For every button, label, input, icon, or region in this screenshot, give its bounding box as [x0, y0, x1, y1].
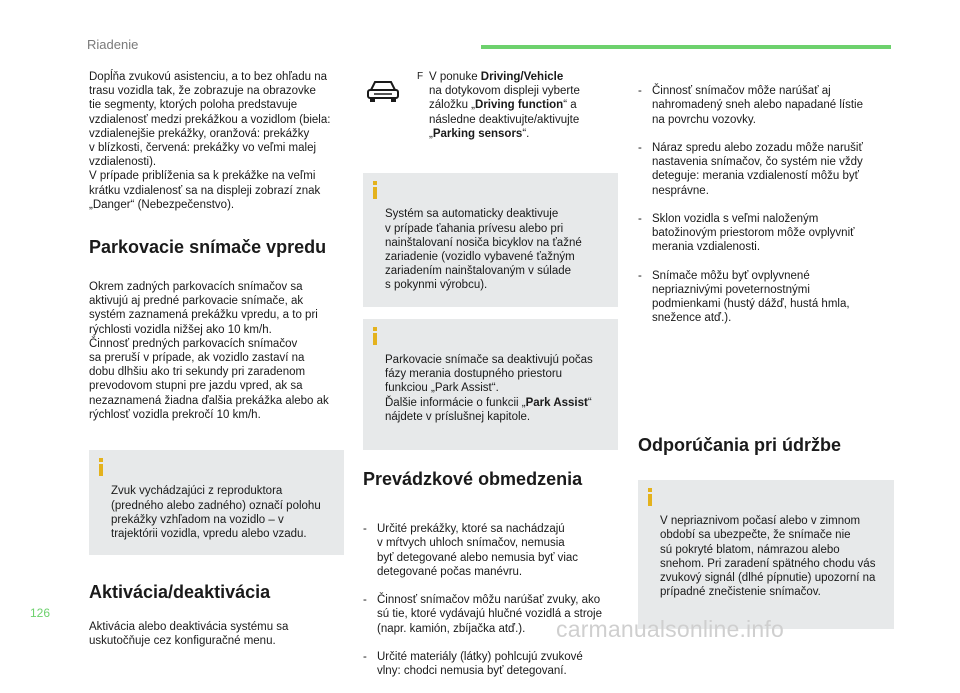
- menu-step-text: V ponuke Driving/Vehicle na dotykovom displeji vyberte záložku „Driving function“ a následne deaktivujte/aktivujte „Parking sensors“.: [429, 71, 580, 140]
- list-item: - Činnosť snímačov môže narúšať aj nahromadený sneh alebo napadané lístie na povrchu vozovky.: [638, 84, 894, 127]
- step-arrow-icon: F: [417, 71, 424, 82]
- page-number: 126: [30, 606, 51, 620]
- heading-maintenance: Odporúčania pri údržbe: [638, 434, 842, 455]
- section-header: Riadenie: [87, 37, 139, 52]
- info-park-assist-text: Parkovacie snímače sa deaktivujú počas fázy merania dostupného priestoru funkciou „Park Assist“. Ďalšie informácie o funkcii „Park Assist“ nájdete v príslušnej kapitole.: [385, 354, 593, 423]
- vehicle-icon: [365, 76, 401, 106]
- activation-paragraph: Aktivácia alebo deaktivácia systému sa uskutočňuje cez konfiguračné menu.: [89, 621, 289, 648]
- menu-step: [363, 70, 618, 141]
- info-icon: [644, 488, 658, 506]
- info-icon: [369, 181, 383, 199]
- menu-parking-sensors: Parking sensors: [432, 127, 523, 140]
- header-accent-bar: [481, 45, 891, 49]
- info-box-sound: [89, 450, 344, 555]
- limitations-list-continued: [638, 70, 894, 340]
- info-auto-text: Systém sa automaticky deaktivuje v prípade ťahania prívesu alebo pri nainštalovaní nosiča bicyklov na ťažné zariadenie (vozidlo vybavené ťažným zariadením nainštalovaným v súlade s pokynmi výrobcu).: [385, 208, 582, 292]
- info-box-auto-deactivation: [363, 173, 618, 307]
- front-sensors-paragraph: Okrem zadných parkovacích snímačov sa aktivujú aj predné parkovacie snímače, ak systém zaznamená prekážku vpredu, a to pri rýchlosti vozidla nižšej ako 10 km/h. Činnosť predných parkovacích snímačov sa preruší v prípade, ak vozidlo zastaví na dobu dlhšiu ako tri sekundy pri zaradenom prevodovom stupni pre jazdu vpred, ak sa nezaznamená žiadna ďalšia prekážka alebo ak rýchlosť vozidla prekročí 10 km/h.: [89, 281, 329, 421]
- column-1: [89, 70, 344, 649]
- list-item: - Snímače môžu byť ovplyvnené nepriaznivými poveternostnými podmienkami (hustý dážď, hustá hmla, snežence atď.).: [638, 269, 894, 326]
- heading-activation: Aktivácia/deaktivácia: [89, 582, 271, 603]
- list-item: - Určité materiály (látky) pohlcujú zvukové vlny: chodci nemusia byť detegovaní.: [363, 650, 618, 678]
- heading-limitations: Prevádzkové obmedzenia: [363, 469, 583, 490]
- limitations-list: [363, 508, 618, 693]
- info-weather-text: V nepriaznivom počasí alebo v zimnom období sa ubezpečte, že snímače nie sú pokryté blatom, námrazou alebo snehom. Pri zaradení spätného chodu vás zvukový signál (dlhé pípnutie) upozorní na prípadné znečistenie snímačov.: [660, 515, 876, 599]
- info-box-park-assist: [363, 319, 618, 450]
- column-3: [638, 70, 894, 629]
- watermark: carmanualsonline.info: [556, 616, 784, 642]
- menu-driving-function: Driving function: [475, 99, 564, 112]
- intro-paragraph: Dopĺňa zvukovú asistenciu, a to bez ohľadu na trasu vozidla tak, že zobrazuje na obrazovke tie segmenty, ktorých poloha predstavuje vzdialenosť medzi prekážkou a vozidlom (biela: vzdialenejšie prekážky, oranžová: prekážky v blízkosti, červená: prekážky vo veľmi malej vzdialenosti). V prípade priblíženia sa k prekážke na veľmi krátku vzdialenosť sa na displeji zobrazí znak „Danger“ (Nebezpečenstvo).: [89, 71, 331, 211]
- heading-front-sensors: Parkovacie snímače vpredu: [89, 237, 327, 258]
- list-item: - Náraz spredu alebo zozadu môže narušiť nastavenia snímačov, čo systém nie vždy deteguje: merania vzdialeností môžu byť nesprávne.: [638, 141, 894, 198]
- menu-vehicle: Driving/Vehicle: [480, 71, 564, 83]
- list-item: - Sklon vozidla s veľmi naloženým batožinovým priestorom môže ovplyvniť merania vzdialenosti.: [638, 212, 894, 255]
- info-sound-text: Zvuk vychádzajúci z reproduktora (predného alebo zadného) označí polohu prekážky vzhľadom na vozidlo – v trajektórii vozidla, vpredu alebo vzadu.: [111, 485, 321, 541]
- info-icon: [369, 327, 383, 345]
- info-icon: [95, 458, 109, 476]
- list-item: - Určité prekážky, ktoré sa nachádzajú v mŕtvych uhloch snímačov, nemusia byť detegované alebo nemusia byť viac detegované počas manévru.: [363, 522, 618, 579]
- info-box-weather: [638, 480, 894, 630]
- list-item: - Činnosť snímačov môžu narúšať zvuky, ako sú tie, ktoré vydávajú hlučné vozidlá a stroje (napr. kamión, zbíjačka atď.).: [363, 593, 618, 636]
- column-2: [363, 70, 618, 693]
